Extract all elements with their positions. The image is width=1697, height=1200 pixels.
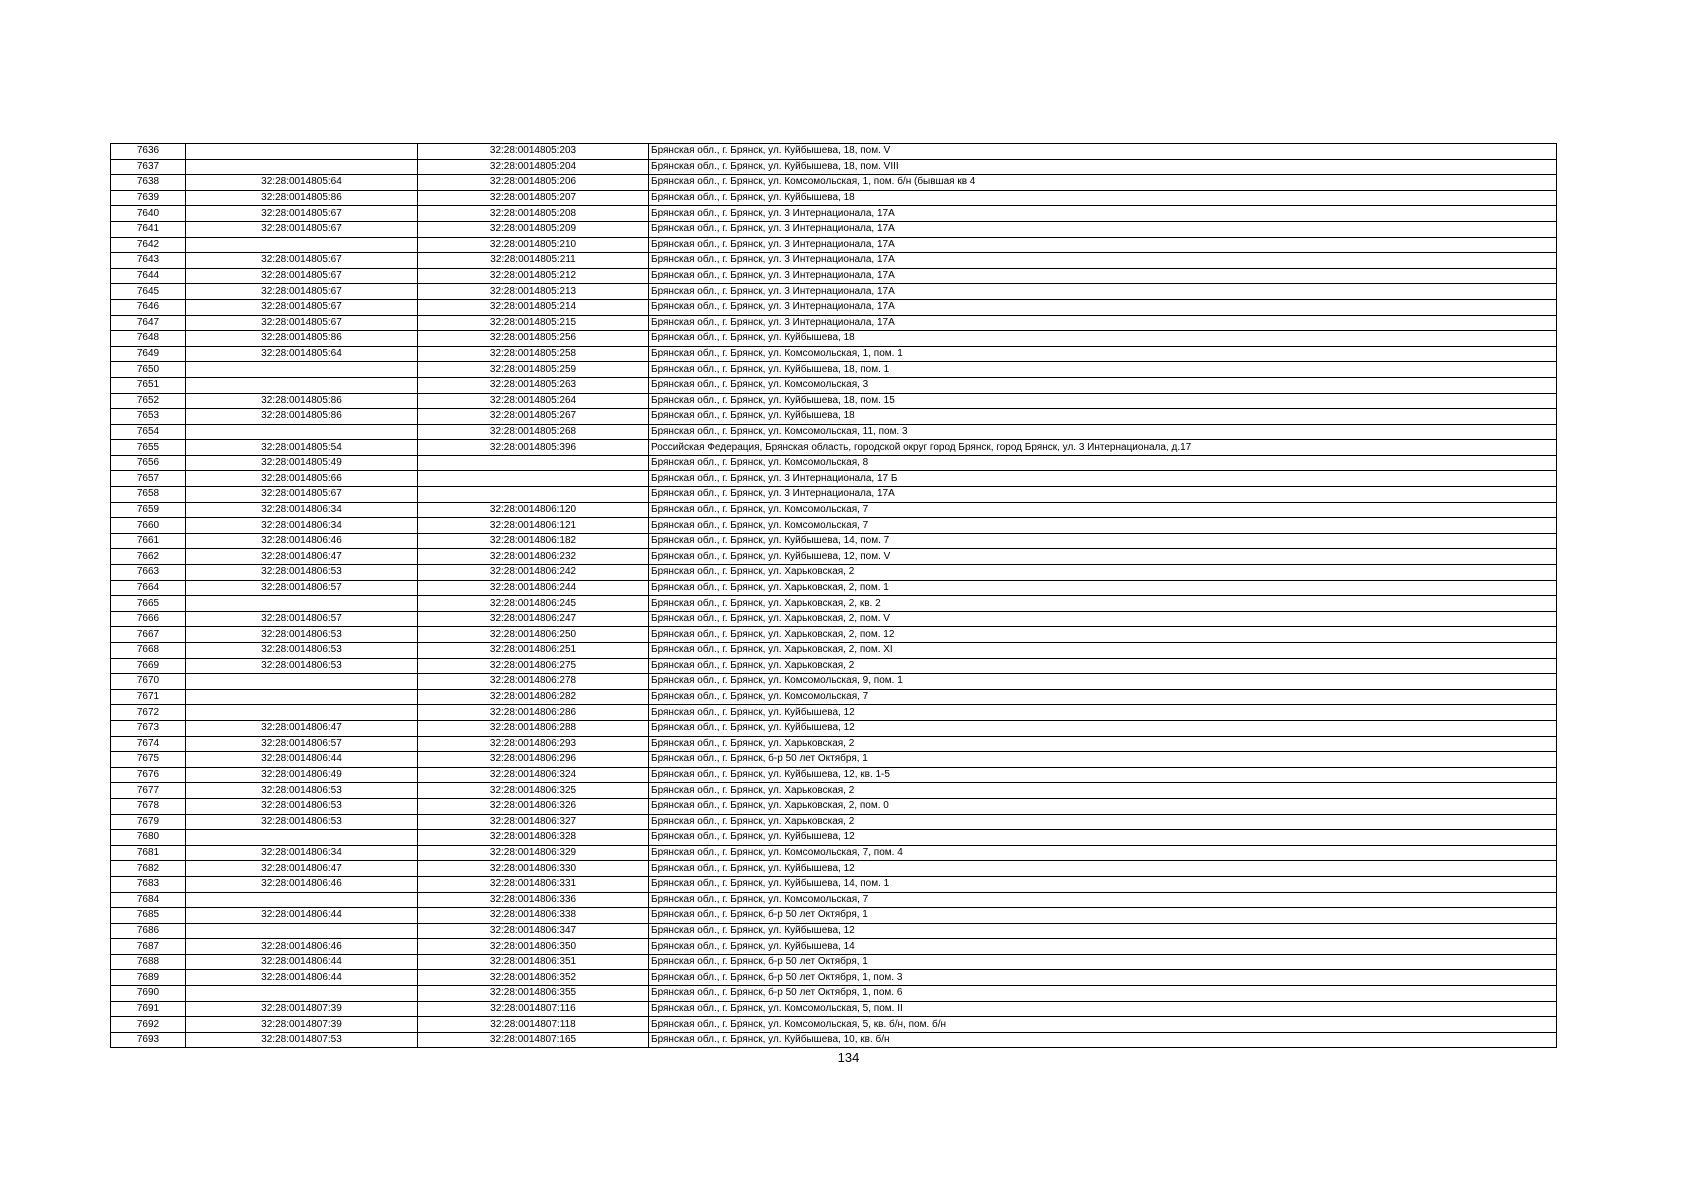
row-number-cell: 7647 (111, 315, 186, 331)
cadastral-number-cell: 32:28:0014805:396 (418, 440, 649, 456)
address-cell: Брянская обл., г. Брянск, ул. Куйбышева, 18, пом. VIII (649, 159, 1557, 175)
parent-cadastral-number-cell: 32:28:0014805:67 (186, 284, 418, 300)
address-cell: Российская Федерация, Брянская область, городской округ город Брянск, город Брянск, ул. 3 Интернационала, д.17 (649, 440, 1557, 456)
parent-cadastral-number-cell (186, 986, 418, 1002)
table-row (111, 814, 1557, 830)
table-row (111, 970, 1557, 986)
cadastral-number-cell: 32:28:0014806:293 (418, 736, 649, 752)
cadastral-number-cell: 32:28:0014806:182 (418, 533, 649, 549)
cadastral-number-cell: 32:28:0014806:338 (418, 908, 649, 924)
parent-cadastral-number-cell: 32:28:0014807:39 (186, 1017, 418, 1033)
address-cell: Брянская обл., г. Брянск, ул. Куйбышева, 12, кв. 1-5 (649, 767, 1557, 783)
cadastral-number-cell: 32:28:0014807:165 (418, 1032, 649, 1048)
table-row (111, 377, 1557, 393)
table-row (111, 705, 1557, 721)
cadastral-number-cell: 32:28:0014806:245 (418, 596, 649, 612)
address-cell: Брянская обл., г. Брянск, ул. 3 Интернационала, 17А (649, 206, 1557, 222)
row-number-cell: 7688 (111, 954, 186, 970)
table-row (111, 346, 1557, 362)
table-row (111, 845, 1557, 861)
cadastral-number-cell: 32:28:0014805:208 (418, 206, 649, 222)
table-row (111, 783, 1557, 799)
table-row (111, 518, 1557, 534)
cadastral-number-cell: 32:28:0014806:244 (418, 580, 649, 596)
address-cell: Брянская обл., г. Брянск, ул. Комсомольская, 7 (649, 892, 1557, 908)
table-row (111, 752, 1557, 768)
address-cell: Брянская обл., г. Брянск, ул. Харьковская, 2 (649, 814, 1557, 830)
parent-cadastral-number-cell: 32:28:0014806:53 (186, 798, 418, 814)
cadastral-number-cell: 32:28:0014806:329 (418, 845, 649, 861)
address-cell: Брянская обл., г. Брянск, ул. Комсомольская, 7 (649, 502, 1557, 518)
cadastral-number-cell: 32:28:0014806:296 (418, 752, 649, 768)
row-number-cell: 7660 (111, 518, 186, 534)
cadastral-number-cell: 32:28:0014805:268 (418, 424, 649, 440)
parent-cadastral-number-cell: 32:28:0014806:53 (186, 627, 418, 643)
row-number-cell: 7677 (111, 783, 186, 799)
parent-cadastral-number-cell: 32:28:0014805:67 (186, 206, 418, 222)
address-cell: Брянская обл., г. Брянск, ул. Комсомольская, 5, кв. б/н, пом. б/н (649, 1017, 1557, 1033)
cadastral-number-cell: 32:28:0014806:350 (418, 939, 649, 955)
address-cell: Брянская обл., г. Брянск, б-р 50 лет Октября, 1, пом. 3 (649, 970, 1557, 986)
table-row (111, 206, 1557, 222)
cadastral-number-cell: 32:28:0014806:251 (418, 643, 649, 659)
table-row (111, 580, 1557, 596)
parent-cadastral-number-cell: 32:28:0014805:64 (186, 346, 418, 362)
row-number-cell: 7643 (111, 253, 186, 269)
registry-table-body (111, 144, 1557, 1048)
parent-cadastral-number-cell: 32:28:0014806:57 (186, 736, 418, 752)
cadastral-number-cell: 32:28:0014805:267 (418, 409, 649, 425)
row-number-cell: 7670 (111, 674, 186, 690)
row-number-cell: 7667 (111, 627, 186, 643)
table-row (111, 502, 1557, 518)
cadastral-number-cell: 32:28:0014806:352 (418, 970, 649, 986)
table-row (111, 315, 1557, 331)
cadastral-number-cell (418, 455, 649, 471)
address-cell: Брянская обл., г. Брянск, ул. Куйбышева, 14, пом. 7 (649, 533, 1557, 549)
row-number-cell: 7659 (111, 502, 186, 518)
parent-cadastral-number-cell (186, 674, 418, 690)
row-number-cell: 7678 (111, 798, 186, 814)
cadastral-number-cell: 32:28:0014805:264 (418, 393, 649, 409)
table-row (111, 627, 1557, 643)
cadastral-number-cell: 32:28:0014805:213 (418, 284, 649, 300)
table-row (111, 986, 1557, 1002)
cadastral-number-cell: 32:28:0014806:247 (418, 611, 649, 627)
table-row (111, 533, 1557, 549)
address-cell: Брянская обл., г. Брянск, ул. Куйбышева, 10, кв. б/н (649, 1032, 1557, 1048)
address-cell: Брянская обл., г. Брянск, ул. Комсомольская, 1, пом. 1 (649, 346, 1557, 362)
cadastral-number-cell: 32:28:0014805:259 (418, 362, 649, 378)
address-cell: Брянская обл., г. Брянск, ул. Харьковская, 2 (649, 736, 1557, 752)
cadastral-number-cell: 32:28:0014805:203 (418, 144, 649, 160)
address-cell: Брянская обл., г. Брянск, ул. Комсомольская, 7, пом. 4 (649, 845, 1557, 861)
cadastral-number-cell: 32:28:0014806:282 (418, 689, 649, 705)
row-number-cell: 7645 (111, 284, 186, 300)
row-number-cell: 7691 (111, 1001, 186, 1017)
table-row (111, 689, 1557, 705)
address-cell: Брянская обл., г. Брянск, ул. Куйбышева, 12 (649, 720, 1557, 736)
address-cell: Брянская обл., г. Брянск, ул. Куйбышева, 18 (649, 409, 1557, 425)
cadastral-number-cell: 32:28:0014805:211 (418, 253, 649, 269)
row-number-cell: 7672 (111, 705, 186, 721)
address-cell: Брянская обл., г. Брянск, ул. 3 Интернационала, 17А (649, 268, 1557, 284)
table-row (111, 736, 1557, 752)
table-row (111, 284, 1557, 300)
address-cell: Брянская обл., г. Брянск, ул. Куйбышева, 12 (649, 830, 1557, 846)
row-number-cell: 7673 (111, 720, 186, 736)
row-number-cell: 7657 (111, 471, 186, 487)
table-row (111, 939, 1557, 955)
cadastral-number-cell: 32:28:0014806:275 (418, 658, 649, 674)
row-number-cell: 7640 (111, 206, 186, 222)
parent-cadastral-number-cell: 32:28:0014806:49 (186, 767, 418, 783)
parent-cadastral-number-cell (186, 892, 418, 908)
address-cell: Брянская обл., г. Брянск, б-р 50 лет Октября, 1 (649, 954, 1557, 970)
address-cell: Брянская обл., г. Брянск, ул. Куйбышева, 12 (649, 861, 1557, 877)
address-cell: Брянская обл., г. Брянск, ул. Комсомольская, 11, пом. 3 (649, 424, 1557, 440)
parent-cadastral-number-cell: 32:28:0014805:86 (186, 331, 418, 347)
cadastral-number-cell: 32:28:0014807:116 (418, 1001, 649, 1017)
address-cell: Брянская обл., г. Брянск, ул. Комсомольская, 7 (649, 689, 1557, 705)
row-number-cell: 7653 (111, 409, 186, 425)
parent-cadastral-number-cell: 32:28:0014806:57 (186, 580, 418, 596)
row-number-cell: 7689 (111, 970, 186, 986)
cadastral-number-cell: 32:28:0014806:121 (418, 518, 649, 534)
row-number-cell: 7669 (111, 658, 186, 674)
table-row (111, 720, 1557, 736)
cadastral-number-cell: 32:28:0014806:288 (418, 720, 649, 736)
parent-cadastral-number-cell: 32:28:0014805:86 (186, 393, 418, 409)
address-cell: Брянская обл., г. Брянск, ул. 3 Интернационала, 17А (649, 315, 1557, 331)
row-number-cell: 7656 (111, 455, 186, 471)
row-number-cell: 7654 (111, 424, 186, 440)
table-row (111, 190, 1557, 206)
cadastral-number-cell: 32:28:0014806:278 (418, 674, 649, 690)
row-number-cell: 7681 (111, 845, 186, 861)
table-row (111, 596, 1557, 612)
parent-cadastral-number-cell (186, 362, 418, 378)
parent-cadastral-number-cell (186, 830, 418, 846)
cadastral-number-cell: 32:28:0014806:336 (418, 892, 649, 908)
parent-cadastral-number-cell: 32:28:0014806:47 (186, 720, 418, 736)
parent-cadastral-number-cell (186, 159, 418, 175)
row-number-cell: 7665 (111, 596, 186, 612)
table-row (111, 908, 1557, 924)
row-number-cell: 7661 (111, 533, 186, 549)
address-cell: Брянская обл., г. Брянск, ул. Куйбышева, 18, пом. 1 (649, 362, 1557, 378)
parent-cadastral-number-cell: 32:28:0014807:53 (186, 1032, 418, 1048)
parent-cadastral-number-cell: 32:28:0014806:44 (186, 970, 418, 986)
address-cell: Брянская обл., г. Брянск, ул. Харьковская, 2 (649, 565, 1557, 581)
parent-cadastral-number-cell: 32:28:0014805:67 (186, 268, 418, 284)
cadastral-number-cell: 32:28:0014806:324 (418, 767, 649, 783)
parent-cadastral-number-cell: 32:28:0014806:57 (186, 611, 418, 627)
parent-cadastral-number-cell: 32:28:0014805:86 (186, 190, 418, 206)
parent-cadastral-number-cell: 32:28:0014806:46 (186, 876, 418, 892)
address-cell: Брянская обл., г. Брянск, ул. Харьковская, 2, пом. 1 (649, 580, 1557, 596)
parent-cadastral-number-cell (186, 377, 418, 393)
table-row (111, 767, 1557, 783)
cadastral-number-cell: 32:28:0014806:347 (418, 923, 649, 939)
address-cell: Брянская обл., г. Брянск, б-р 50 лет Октября, 1 (649, 752, 1557, 768)
parent-cadastral-number-cell: 32:28:0014807:39 (186, 1001, 418, 1017)
parent-cadastral-number-cell: 32:28:0014805:67 (186, 253, 418, 269)
row-number-cell: 7668 (111, 643, 186, 659)
cadastral-number-cell: 32:28:0014806:355 (418, 986, 649, 1002)
table-row (111, 455, 1557, 471)
parent-cadastral-number-cell: 32:28:0014806:53 (186, 658, 418, 674)
row-number-cell: 7639 (111, 190, 186, 206)
cadastral-number-cell: 32:28:0014806:250 (418, 627, 649, 643)
row-number-cell: 7644 (111, 268, 186, 284)
address-cell: Брянская обл., г. Брянск, ул. Комсомольская, 3 (649, 377, 1557, 393)
table-row (111, 487, 1557, 503)
row-number-cell: 7650 (111, 362, 186, 378)
address-cell: Брянская обл., г. Брянск, ул. Комсомольская, 5, пом. II (649, 1001, 1557, 1017)
table-row (111, 1001, 1557, 1017)
row-number-cell: 7686 (111, 923, 186, 939)
row-number-cell: 7685 (111, 908, 186, 924)
cadastral-number-cell: 32:28:0014805:212 (418, 268, 649, 284)
cadastral-number-cell: 32:28:0014806:325 (418, 783, 649, 799)
row-number-cell: 7676 (111, 767, 186, 783)
cadastral-number-cell: 32:28:0014805:206 (418, 175, 649, 191)
parent-cadastral-number-cell: 32:28:0014806:53 (186, 814, 418, 830)
row-number-cell: 7692 (111, 1017, 186, 1033)
address-cell: Брянская обл., г. Брянск, ул. Куйбышева, 18 (649, 331, 1557, 347)
parent-cadastral-number-cell: 32:28:0014806:47 (186, 861, 418, 877)
cadastral-number-cell: 32:28:0014806:232 (418, 549, 649, 565)
row-number-cell: 7637 (111, 159, 186, 175)
parent-cadastral-number-cell (186, 144, 418, 160)
address-cell: Брянская обл., г. Брянск, ул. Куйбышева, 12 (649, 705, 1557, 721)
address-cell: Брянская обл., г. Брянск, ул. Куйбышева, 18 (649, 190, 1557, 206)
table-row (111, 643, 1557, 659)
cadastral-number-cell: 32:28:0014805:209 (418, 221, 649, 237)
parent-cadastral-number-cell: 32:28:0014806:44 (186, 954, 418, 970)
cadastral-number-cell (418, 471, 649, 487)
table-row (111, 393, 1557, 409)
parent-cadastral-number-cell: 32:28:0014805:54 (186, 440, 418, 456)
row-number-cell: 7675 (111, 752, 186, 768)
cadastral-number-cell: 32:28:0014807:118 (418, 1017, 649, 1033)
row-number-cell: 7662 (111, 549, 186, 565)
cadastral-number-cell: 32:28:0014806:330 (418, 861, 649, 877)
table-row (111, 471, 1557, 487)
table-row (111, 331, 1557, 347)
table-row (111, 798, 1557, 814)
cadastral-number-cell: 32:28:0014805:214 (418, 299, 649, 315)
address-cell: Брянская обл., г. Брянск, ул. 3 Интернационала, 17А (649, 221, 1557, 237)
row-number-cell: 7663 (111, 565, 186, 581)
parent-cadastral-number-cell (186, 705, 418, 721)
address-cell: Брянская обл., г. Брянск, ул. Куйбышева, 18, пом. 15 (649, 393, 1557, 409)
parent-cadastral-number-cell (186, 596, 418, 612)
row-number-cell: 7651 (111, 377, 186, 393)
parent-cadastral-number-cell: 32:28:0014805:67 (186, 487, 418, 503)
address-cell: Брянская обл., г. Брянск, ул. Харьковская, 2, пом. V (649, 611, 1557, 627)
table-row (111, 159, 1557, 175)
parent-cadastral-number-cell: 32:28:0014805:64 (186, 175, 418, 191)
cadastral-number-cell: 32:28:0014806:351 (418, 954, 649, 970)
row-number-cell: 7642 (111, 237, 186, 253)
parent-cadastral-number-cell: 32:28:0014805:49 (186, 455, 418, 471)
address-cell: Брянская обл., г. Брянск, ул. Куйбышева, 12, пом. V (649, 549, 1557, 565)
row-number-cell: 7679 (111, 814, 186, 830)
parent-cadastral-number-cell (186, 424, 418, 440)
row-number-cell: 7646 (111, 299, 186, 315)
row-number-cell: 7693 (111, 1032, 186, 1048)
row-number-cell: 7674 (111, 736, 186, 752)
parent-cadastral-number-cell: 32:28:0014806:47 (186, 549, 418, 565)
cadastral-number-cell: 32:28:0014805:210 (418, 237, 649, 253)
row-number-cell: 7690 (111, 986, 186, 1002)
table-row (111, 144, 1557, 160)
address-cell: Брянская обл., г. Брянск, ул. 3 Интернационала, 17 Б (649, 471, 1557, 487)
address-cell: Брянская обл., г. Брянск, ул. Комсомольская, 7 (649, 518, 1557, 534)
parent-cadastral-number-cell: 32:28:0014805:66 (186, 471, 418, 487)
row-number-cell: 7683 (111, 876, 186, 892)
row-number-cell: 7687 (111, 939, 186, 955)
cadastral-number-cell: 32:28:0014805:215 (418, 315, 649, 331)
cadastral-number-cell: 32:28:0014806:326 (418, 798, 649, 814)
page-number: 134 (837, 1050, 860, 1065)
table-row (111, 565, 1557, 581)
parent-cadastral-number-cell: 32:28:0014805:67 (186, 315, 418, 331)
parent-cadastral-number-cell: 32:28:0014806:44 (186, 752, 418, 768)
table-row (111, 861, 1557, 877)
parent-cadastral-number-cell: 32:28:0014805:67 (186, 221, 418, 237)
table-row (111, 424, 1557, 440)
address-cell: Брянская обл., г. Брянск, ул. Куйбышева, 12 (649, 923, 1557, 939)
address-cell: Брянская обл., г. Брянск, ул. Комсомольская, 1, пом. б/н (бывшая кв 4 (649, 175, 1557, 191)
address-cell: Брянская обл., г. Брянск, ул. 3 Интернационала, 17А (649, 284, 1557, 300)
parent-cadastral-number-cell: 32:28:0014806:53 (186, 783, 418, 799)
row-number-cell: 7666 (111, 611, 186, 627)
address-cell: Брянская обл., г. Брянск, ул. Куйбышева, 18, пом. V (649, 144, 1557, 160)
row-number-cell: 7655 (111, 440, 186, 456)
row-number-cell: 7652 (111, 393, 186, 409)
cadastral-number-cell: 32:28:0014805:207 (418, 190, 649, 206)
cadastral-number-cell: 32:28:0014806:120 (418, 502, 649, 518)
table-row (111, 549, 1557, 565)
table-row (111, 175, 1557, 191)
registry-table (110, 143, 1557, 1048)
table-row (111, 253, 1557, 269)
address-cell: Брянская обл., г. Брянск, б-р 50 лет Октября, 1 (649, 908, 1557, 924)
row-number-cell: 7682 (111, 861, 186, 877)
parent-cadastral-number-cell: 32:28:0014806:46 (186, 939, 418, 955)
parent-cadastral-number-cell: 32:28:0014806:34 (186, 845, 418, 861)
address-cell: Брянская обл., г. Брянск, ул. Харьковская, 2, кв. 2 (649, 596, 1557, 612)
table-row (111, 923, 1557, 939)
address-cell: Брянская обл., г. Брянск, ул. Комсомольская, 8 (649, 455, 1557, 471)
parent-cadastral-number-cell (186, 923, 418, 939)
row-number-cell: 7648 (111, 331, 186, 347)
parent-cadastral-number-cell: 32:28:0014806:53 (186, 565, 418, 581)
table-row (111, 1032, 1557, 1048)
table-row (111, 876, 1557, 892)
row-number-cell: 7638 (111, 175, 186, 191)
parent-cadastral-number-cell: 32:28:0014806:44 (186, 908, 418, 924)
address-cell: Брянская обл., г. Брянск, ул. Харьковская, 2, пом. 0 (649, 798, 1557, 814)
address-cell: Брянская обл., г. Брянск, ул. Харьковская, 2 (649, 658, 1557, 674)
address-cell: Брянская обл., г. Брянск, ул. Харьковская, 2, пом. XI (649, 643, 1557, 659)
parent-cadastral-number-cell: 32:28:0014805:67 (186, 299, 418, 315)
table-row (111, 611, 1557, 627)
cadastral-number-cell: 32:28:0014805:204 (418, 159, 649, 175)
address-cell: Брянская обл., г. Брянск, ул. Куйбышева, 14 (649, 939, 1557, 955)
table-row (111, 1017, 1557, 1033)
cadastral-number-cell: 32:28:0014805:258 (418, 346, 649, 362)
row-number-cell: 7658 (111, 487, 186, 503)
row-number-cell: 7664 (111, 580, 186, 596)
table-row (111, 362, 1557, 378)
table-row (111, 409, 1557, 425)
table-row (111, 892, 1557, 908)
cadastral-number-cell: 32:28:0014806:328 (418, 830, 649, 846)
cadastral-number-cell (418, 487, 649, 503)
address-cell: Брянская обл., г. Брянск, ул. Комсомольская, 9, пом. 1 (649, 674, 1557, 690)
address-cell: Брянская обл., г. Брянск, ул. 3 Интернационала, 17А (649, 237, 1557, 253)
parent-cadastral-number-cell (186, 689, 418, 705)
row-number-cell: 7641 (111, 221, 186, 237)
row-number-cell: 7671 (111, 689, 186, 705)
parent-cadastral-number-cell: 32:28:0014806:46 (186, 533, 418, 549)
address-cell: Брянская обл., г. Брянск, ул. 3 Интернационала, 17А (649, 253, 1557, 269)
cadastral-number-cell: 32:28:0014806:286 (418, 705, 649, 721)
table-row (111, 299, 1557, 315)
row-number-cell: 7684 (111, 892, 186, 908)
address-cell: Брянская обл., г. Брянск, ул. Харьковская, 2 (649, 783, 1557, 799)
table-row (111, 830, 1557, 846)
row-number-cell: 7636 (111, 144, 186, 160)
parent-cadastral-number-cell (186, 237, 418, 253)
cadastral-number-cell: 32:28:0014806:331 (418, 876, 649, 892)
cadastral-number-cell: 32:28:0014805:263 (418, 377, 649, 393)
row-number-cell: 7680 (111, 830, 186, 846)
table-row (111, 237, 1557, 253)
parent-cadastral-number-cell: 32:28:0014806:53 (186, 643, 418, 659)
table-row (111, 268, 1557, 284)
table-row (111, 440, 1557, 456)
row-number-cell: 7649 (111, 346, 186, 362)
cadastral-number-cell: 32:28:0014806:242 (418, 565, 649, 581)
address-cell: Брянская обл., г. Брянск, ул. 3 Интернационала, 17А (649, 487, 1557, 503)
cadastral-number-cell: 32:28:0014805:256 (418, 331, 649, 347)
address-cell: Брянская обл., г. Брянск, ул. 3 Интернационала, 17А (649, 299, 1557, 315)
address-cell: Брянская обл., г. Брянск, ул. Куйбышева, 14, пом. 1 (649, 876, 1557, 892)
table-row (111, 674, 1557, 690)
parent-cadastral-number-cell: 32:28:0014805:86 (186, 409, 418, 425)
table-row (111, 221, 1557, 237)
table-row (111, 658, 1557, 674)
cadastral-number-cell: 32:28:0014806:327 (418, 814, 649, 830)
address-cell: Брянская обл., г. Брянск, ул. Харьковская, 2, пом. 12 (649, 627, 1557, 643)
parent-cadastral-number-cell: 32:28:0014806:34 (186, 502, 418, 518)
table-row (111, 954, 1557, 970)
address-cell: Брянская обл., г. Брянск, б-р 50 лет Октября, 1, пом. 6 (649, 986, 1557, 1002)
parent-cadastral-number-cell: 32:28:0014806:34 (186, 518, 418, 534)
